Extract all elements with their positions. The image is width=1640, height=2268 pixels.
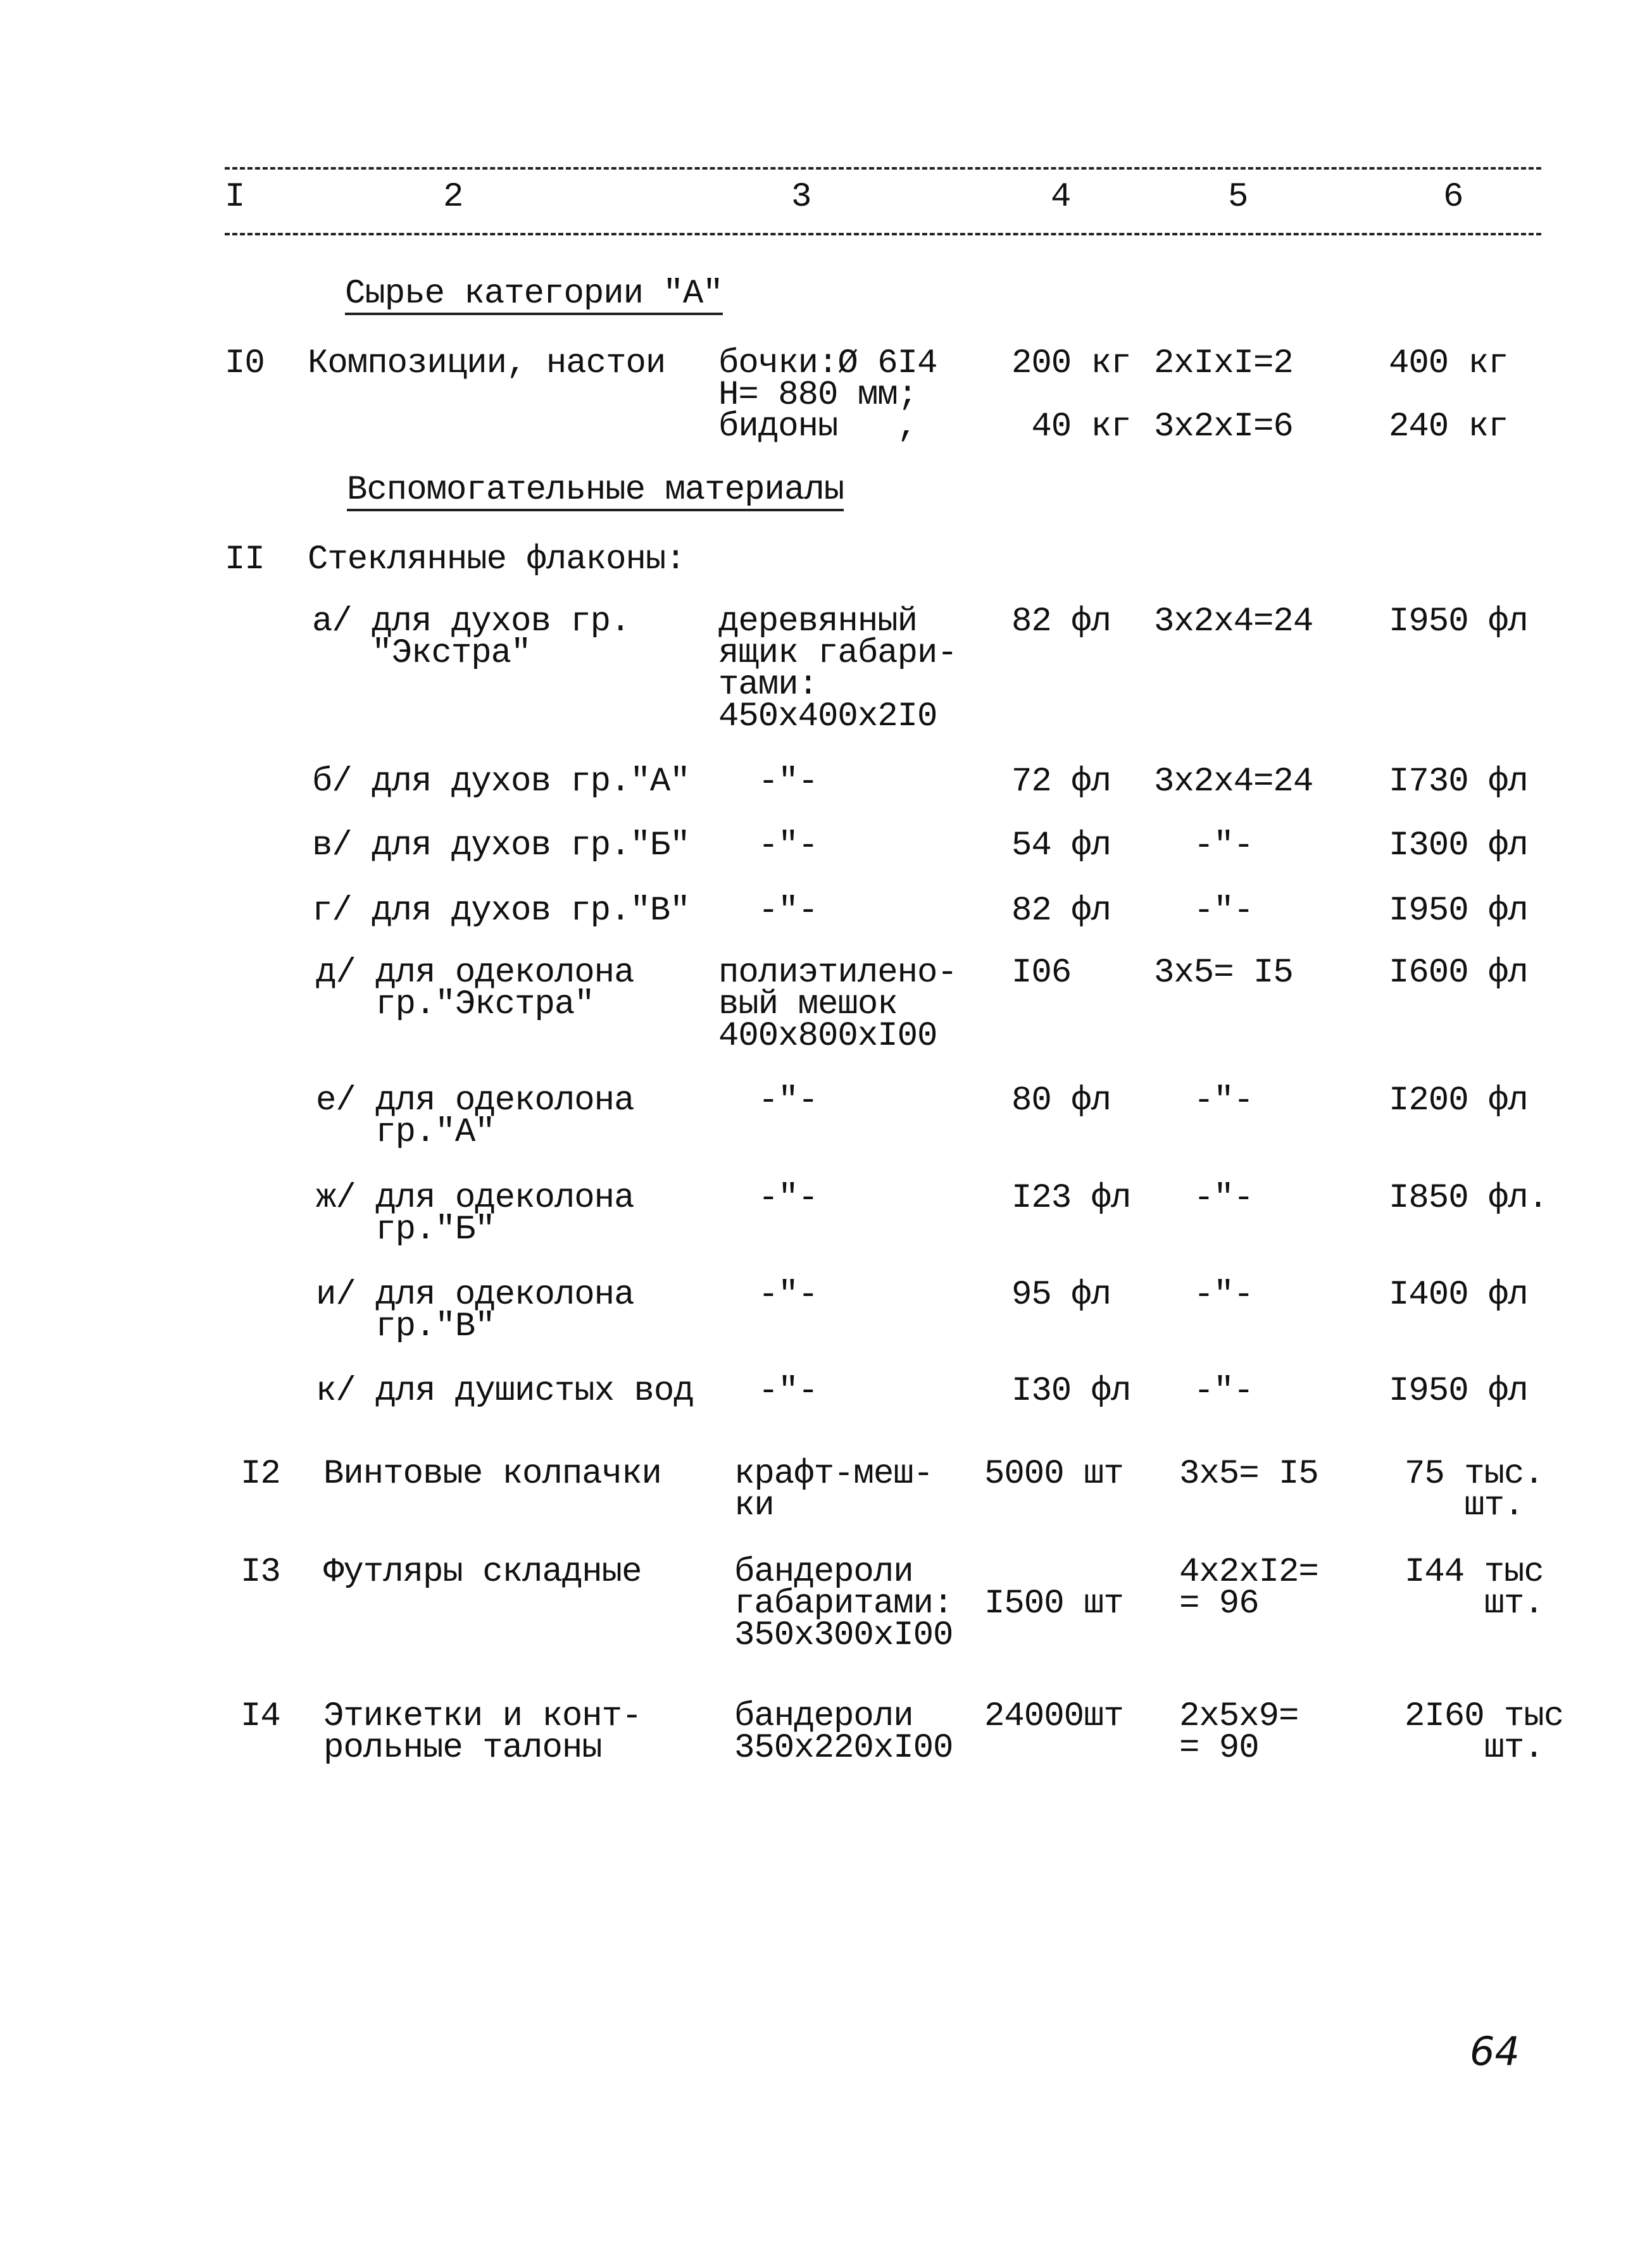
cell-qty: 95 фл [1011, 1276, 1111, 1314]
cell-num: I0 [225, 344, 265, 383]
cell-qty: 80 фл [1011, 1081, 1111, 1120]
column-header-6: 6 [1443, 178, 1463, 216]
cell-pack: бочки:Ø 6I4 Н= 880 мм; бидоны , [718, 344, 937, 446]
cell-calc: 2x5x9= = 90 [1179, 1697, 1299, 1767]
cell-pack: -"- [718, 763, 818, 801]
cell-pack: -"- [718, 1372, 818, 1411]
cell-calc: 3x5= I5 [1179, 1455, 1318, 1493]
cell-name: Винтовые колпачки [323, 1455, 661, 1493]
cell-name: Футляры складные [323, 1553, 642, 1592]
cell-num: I3 [241, 1553, 280, 1592]
section-heading-auxiliary-materials: Вспомогательные материалы [347, 475, 844, 511]
cell-total: I950 фл [1389, 602, 1528, 641]
cell-pack: бандероли 350x220xI00 [734, 1697, 953, 1767]
column-header-2: 2 [443, 178, 463, 216]
cell-total: 75 тыс. шт. [1405, 1455, 1544, 1525]
cell-pack: -"- [718, 892, 818, 930]
cell-calc: -"- [1154, 1372, 1254, 1411]
cell-name: к/ для душистых вод [316, 1372, 694, 1411]
cell-num: II [225, 540, 265, 579]
cell-qty: 24000шт [984, 1697, 1124, 1736]
section-heading-raw-materials: Сырье категории "А" [345, 278, 723, 315]
cell-pack: полиэтилено- вый мешок 400x800xI00 [718, 954, 957, 1056]
cell-calc: -"- [1154, 892, 1254, 930]
cell-calc: -"- [1154, 826, 1254, 865]
cell-qty: 82 фл [1011, 602, 1111, 641]
cell-pack: -"- [718, 1276, 818, 1314]
cell-name: Стеклянные флаконы: [308, 540, 685, 579]
cell-calc: -"- [1154, 1276, 1254, 1314]
header-rule-bottom [225, 233, 1541, 235]
cell-calc: 3x2x4=24 [1154, 763, 1313, 801]
cell-calc: 4x2xI2= = 96 [1179, 1553, 1318, 1623]
cell-qty: 54 фл [1011, 826, 1111, 865]
cell-calc: 3x5= I5 [1154, 954, 1293, 992]
cell-total: I730 фл [1389, 763, 1528, 801]
cell-total: I850 фл. [1389, 1179, 1548, 1218]
cell-qty: 72 фл [1011, 763, 1111, 801]
cell-name: а/ для духов гр. "Экстра" [312, 602, 630, 673]
cell-total: I200 фл [1389, 1081, 1528, 1120]
cell-total: I950 фл [1389, 892, 1528, 930]
column-header-5: 5 [1228, 178, 1248, 216]
cell-name: г/ для духов гр."В" [312, 892, 690, 930]
cell-qty: I06 [1011, 954, 1072, 992]
cell-calc: -"- [1154, 1179, 1254, 1218]
cell-total: 2I60 тыс шт. [1405, 1697, 1564, 1767]
cell-num: I4 [241, 1697, 280, 1736]
column-header-1: I [225, 178, 245, 216]
cell-total: I44 тыс шт. [1405, 1553, 1544, 1623]
cell-qty: 82 фл [1011, 892, 1111, 930]
cell-qty: 200 кг 40 кг [1011, 344, 1131, 446]
column-header-4: 4 [1051, 178, 1071, 216]
cell-qty: I30 фл [1011, 1372, 1131, 1411]
cell-total: I300 фл [1389, 826, 1528, 865]
cell-total: I950 фл [1389, 1372, 1528, 1411]
cell-num: I2 [241, 1455, 280, 1493]
cell-qty: I500 шт [984, 1585, 1124, 1623]
cell-total: I600 фл [1389, 954, 1528, 992]
cell-name: Композиции, настои [308, 344, 666, 383]
cell-total: 400 кг 240 кг [1389, 344, 1508, 446]
cell-total: I400 фл [1389, 1276, 1528, 1314]
cell-name: ж/ для одеколона гр."Б" [316, 1179, 634, 1249]
cell-calc: -"- [1154, 1081, 1254, 1120]
cell-pack: -"- [718, 1179, 818, 1218]
cell-pack: -"- [718, 826, 818, 865]
page-number: 64 [1470, 2028, 1520, 2074]
column-header-3: 3 [791, 178, 811, 216]
header-rule-top [225, 167, 1541, 170]
cell-pack: деревянный ящик габари- тами: 450x400x2I0 [718, 602, 957, 736]
cell-pack: крафт-меш- ки [734, 1455, 934, 1525]
cell-calc: 3x2x4=24 [1154, 602, 1313, 641]
cell-calc: 2xIxI=2 3x2xI=6 [1154, 344, 1293, 446]
cell-name: в/ для духов гр."Б" [312, 826, 690, 865]
cell-name: Этикетки и конт- рольные талоны [323, 1697, 642, 1767]
cell-pack: -"- [718, 1081, 818, 1120]
cell-qty: 5000 шт [984, 1455, 1124, 1493]
cell-name: д/ для одеколона гр."Экстра" [316, 954, 634, 1024]
cell-name: б/ для духов гр."А" [312, 763, 690, 801]
cell-qty: I23 фл [1011, 1179, 1131, 1218]
cell-pack: бандероли габаритами: 350x300xI00 [734, 1553, 953, 1655]
cell-name: и/ для одеколона гр."В" [316, 1276, 634, 1346]
cell-name: е/ для одеколона гр."А" [316, 1081, 634, 1152]
